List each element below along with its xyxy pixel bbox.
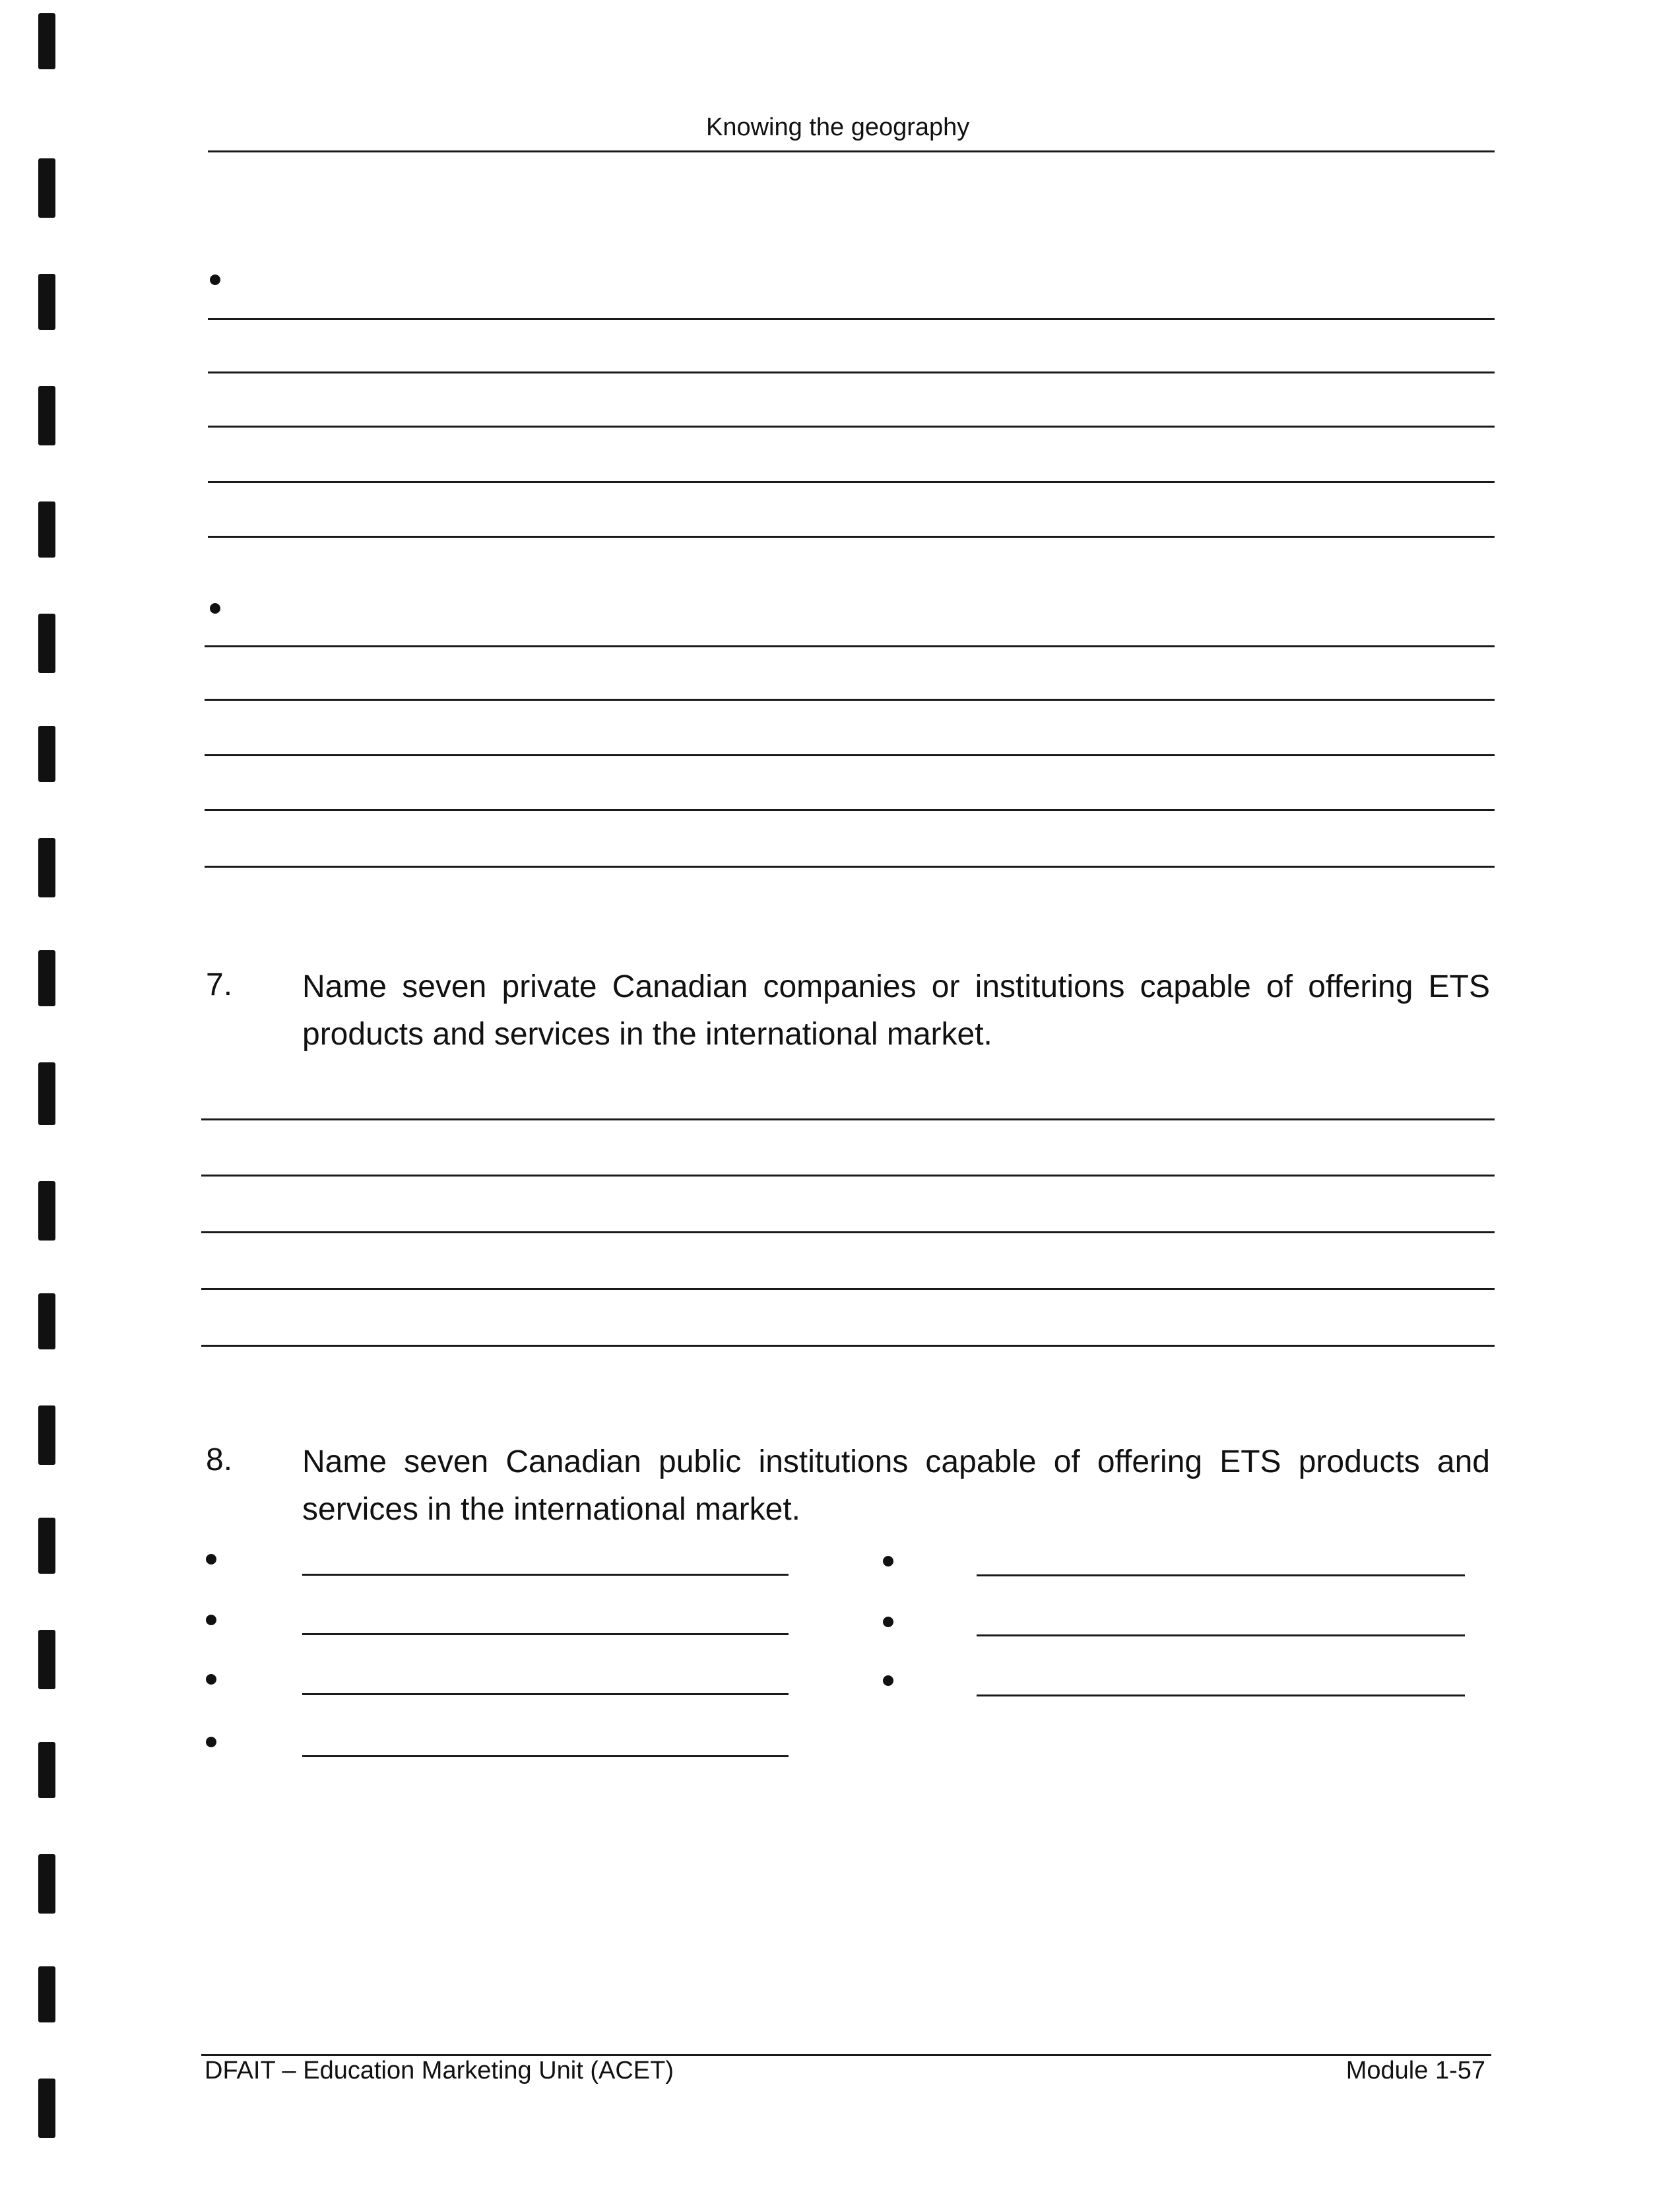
answer-line[interactable] — [205, 809, 1495, 811]
bullet — [206, 1554, 216, 1565]
header-rule — [208, 150, 1495, 152]
answer-line[interactable] — [201, 1345, 1495, 1347]
answer-line[interactable] — [205, 754, 1495, 756]
binding-hole — [38, 1181, 55, 1241]
answer-line[interactable] — [977, 1574, 1465, 1576]
answer-line[interactable] — [201, 1175, 1495, 1177]
answer-line[interactable] — [977, 1634, 1465, 1636]
answer-line[interactable] — [201, 1231, 1495, 1233]
question-8-number: 8. — [206, 1442, 233, 1477]
answer-line[interactable] — [201, 1288, 1495, 1290]
binding-hole — [38, 950, 55, 1006]
binding-hole — [38, 838, 55, 897]
binding-hole — [38, 274, 55, 330]
answer-line[interactable] — [205, 699, 1495, 701]
answer-line[interactable] — [205, 866, 1495, 868]
answer-line[interactable] — [208, 371, 1495, 373]
bullet — [210, 274, 220, 285]
binding-hole — [38, 1062, 55, 1125]
bullet — [206, 1737, 216, 1747]
footer-left: DFAIT – Education Marketing Unit (ACET) — [205, 2057, 674, 2084]
bullet — [206, 1615, 216, 1625]
binding-hole — [38, 386, 55, 445]
binding-hole — [38, 1405, 55, 1465]
answer-line[interactable] — [302, 1693, 789, 1695]
bullet — [210, 603, 220, 614]
binding-hole — [38, 1293, 55, 1349]
answer-line[interactable] — [208, 536, 1495, 538]
binding-hole — [38, 13, 55, 69]
footer-page-number: Module 1-57 — [1345, 2057, 1485, 2084]
bullet — [883, 1556, 893, 1566]
bullet — [883, 1617, 893, 1627]
question-8-text: Name seven Canadian public institutions capable of offering ETS products and services in the international market. — [302, 1444, 1490, 1527]
binding-hole — [38, 501, 55, 558]
answer-line[interactable] — [208, 481, 1495, 483]
binding-hole — [38, 614, 55, 673]
answer-line[interactable] — [977, 1694, 1465, 1696]
binding-holes — [33, 0, 66, 2194]
question-7-number: 7. — [206, 967, 233, 1002]
answer-line[interactable] — [302, 1755, 789, 1757]
binding-hole — [38, 1966, 55, 2022]
answer-line[interactable] — [201, 1118, 1495, 1120]
answer-line[interactable] — [208, 318, 1495, 320]
footer-rule — [201, 2054, 1491, 2056]
answer-line[interactable] — [302, 1574, 789, 1576]
page-header-title: Knowing the geography — [706, 113, 970, 141]
binding-hole — [38, 726, 55, 782]
bullet — [206, 1674, 216, 1685]
answer-line[interactable] — [302, 1633, 789, 1635]
bullet — [883, 1675, 893, 1686]
binding-hole — [38, 1742, 55, 1798]
binding-hole — [38, 1854, 55, 1914]
binding-hole — [38, 1518, 55, 1574]
question-7-text: Name seven private Canadian companies or institutions capable of offering ETS products and services in the international market. — [302, 969, 1490, 1052]
answer-line[interactable] — [205, 645, 1495, 647]
answer-line[interactable] — [208, 426, 1495, 428]
binding-hole — [38, 1630, 55, 1689]
binding-hole — [38, 158, 55, 218]
binding-hole — [38, 2079, 55, 2138]
